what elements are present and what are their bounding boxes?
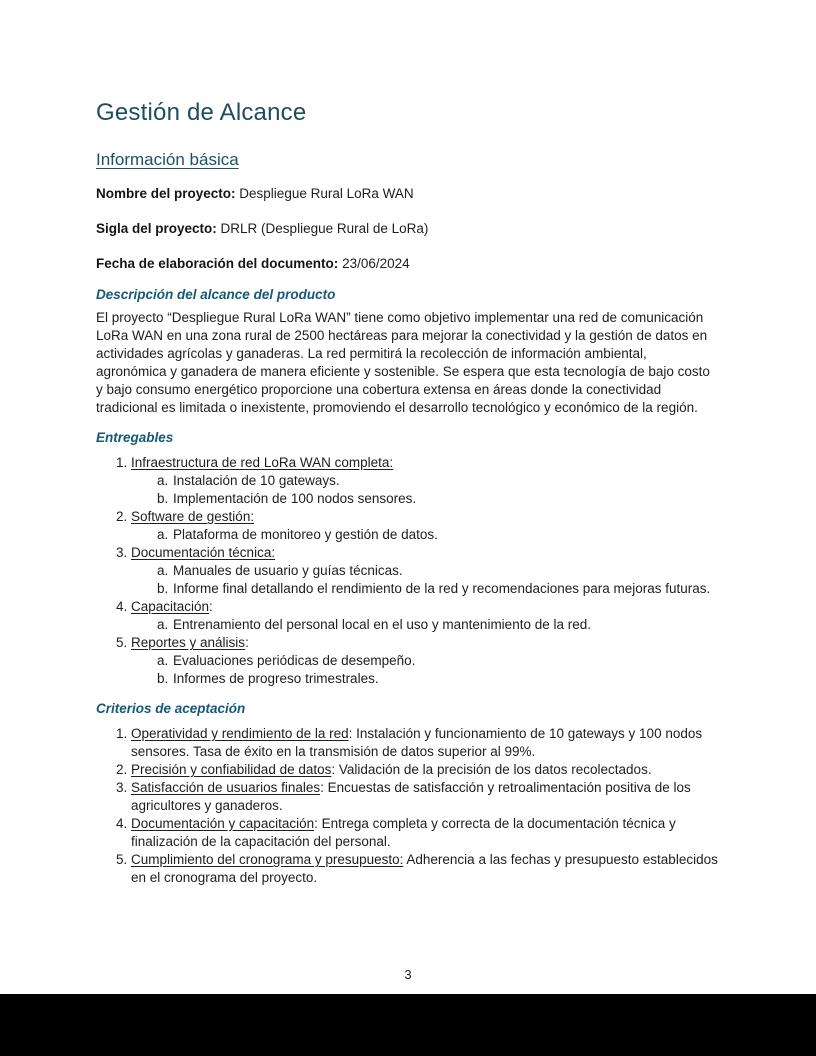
field-label: Sigla del proyecto:	[96, 221, 217, 236]
list-subitem-text: Manuales de usuario y guías técnicas.	[173, 563, 403, 578]
field-project-name	[96, 185, 720, 203]
list-letter: b.	[157, 491, 169, 506]
list-item	[96, 851, 720, 887]
list-subitem-text: Implementación de 100 nodos sensores.	[173, 491, 417, 506]
list-item	[96, 779, 720, 815]
field-value: 23/06/2024	[342, 256, 410, 271]
list-item	[96, 815, 720, 851]
list-item	[96, 725, 720, 761]
list-number: 2.	[116, 509, 128, 524]
acceptance-criteria-list	[96, 725, 720, 887]
list-number: 1.	[116, 455, 128, 470]
list-subitem	[96, 616, 720, 634]
list-subitem-text: Informe final detallando el rendimiento de la red y recomendaciones para mejoras futuras.	[173, 581, 711, 596]
page-title: Gestión de Alcance	[96, 99, 307, 126]
list-subitem	[96, 472, 720, 490]
list-subitem-text: Informes de progreso trimestrales.	[173, 671, 379, 686]
list-item	[96, 761, 720, 779]
field-label: Nombre del proyecto:	[96, 186, 236, 201]
list-subitem	[96, 652, 720, 670]
list-letter: a.	[157, 653, 169, 668]
list-item	[96, 508, 720, 526]
field-value: Despliegue Rural LoRa WAN	[239, 186, 414, 201]
field-value: DRLR (Despliegue Rural de LoRa)	[220, 221, 429, 236]
list-subitem	[96, 526, 720, 544]
list-item-text: Operatividad y rendimiento de la red: Instalación y funcionamiento de 10 gateways y 100 nodos sensores. Tasa de éxito en la transmisión de datos superior al 99%.	[131, 726, 703, 759]
list-item-text: Software de gestión:	[131, 509, 255, 524]
list-letter: b.	[157, 671, 169, 686]
list-subitem-text: Evaluaciones periódicas de desempeño.	[173, 653, 416, 668]
list-number: 4.	[116, 816, 128, 831]
section-heading-basic-info: Información básica	[96, 150, 239, 169]
list-item-text: Infraestructura de red LoRa WAN completa:	[131, 455, 394, 470]
list-item-text: Documentación y capacitación: Entrega completa y correcta de la documentación técnica y finalización de la capacitación del personal.	[131, 816, 676, 849]
list-item	[96, 454, 720, 472]
list-item	[96, 598, 720, 616]
page-number: 3	[404, 967, 412, 982]
list-item-text: Reportes y análisis:	[131, 635, 249, 650]
list-item	[96, 634, 720, 652]
list-number: 5.	[116, 635, 128, 650]
list-subitem	[96, 580, 720, 598]
list-item-text: Cumplimiento del cronograma y presupuesto: Adherencia a las fechas y presupuesto establecidos en el cronograma del proyecto.	[131, 852, 718, 885]
list-number: 5.	[116, 852, 128, 867]
deliverables-list	[96, 454, 720, 688]
list-letter: a.	[157, 563, 169, 578]
list-subitem-text: Entrenamiento del personal local en el uso y mantenimiento de la red.	[173, 617, 591, 632]
list-number: 2.	[116, 762, 128, 777]
field-label: Fecha de elaboración del documento:	[96, 256, 339, 271]
list-number: 1.	[116, 726, 128, 741]
subheading-deliverables: Entregables	[96, 430, 174, 445]
list-letter: a.	[157, 617, 169, 632]
list-letter: a.	[157, 527, 169, 542]
list-subitem	[96, 670, 720, 688]
field-document-date	[96, 255, 720, 273]
list-item-text: Documentación técnica:	[131, 545, 276, 560]
list-number: 3.	[116, 780, 128, 795]
list-item	[96, 544, 720, 562]
list-letter: b.	[157, 581, 169, 596]
field-project-code	[96, 220, 720, 238]
list-number: 3.	[116, 545, 128, 560]
list-item-text: Satisfacción de usuarios finales: Encuestas de satisfacción y retroalimentación positiva de los agricultores y ganaderos.	[131, 780, 691, 813]
list-letter: a.	[157, 473, 169, 488]
product-scope-paragraph: El proyecto “Despliegue Rural LoRa WAN” tiene como objetivo implementar una red de comunicación LoRa WAN en una zona rural de 2500 hectáreas para mejorar la conectividad y la gestión de datos en actividades agrícolas y ganaderas. La red permitirá la recolección de información ambiental, agronómica y ganadera de manera eficiente y sostenible. Se espera que esta tecnología de bajo costo y bajo consumo energético proporcione una cobertura extensa en áreas donde la conectividad tradicional es limitada o inexistente, promoviendo el desarrollo tecnológico y económico de la región.	[96, 310, 710, 415]
list-subitem-text: Instalación de 10 gateways.	[173, 473, 340, 488]
bottom-black-bar	[0, 994, 816, 1056]
list-item-text: Precisión y confiabilidad de datos: Validación de la precisión de los datos recolectados.	[131, 762, 652, 777]
list-subitem-text: Plataforma de monitoreo y gestión de datos.	[173, 527, 438, 542]
list-item-text: Capacitación:	[131, 599, 213, 614]
subheading-product-scope: Descripción del alcance del producto	[96, 287, 336, 302]
subheading-acceptance-criteria: Criterios de aceptación	[96, 701, 246, 716]
list-subitem	[96, 562, 720, 580]
list-subitem	[96, 490, 720, 508]
list-number: 4.	[116, 599, 128, 614]
